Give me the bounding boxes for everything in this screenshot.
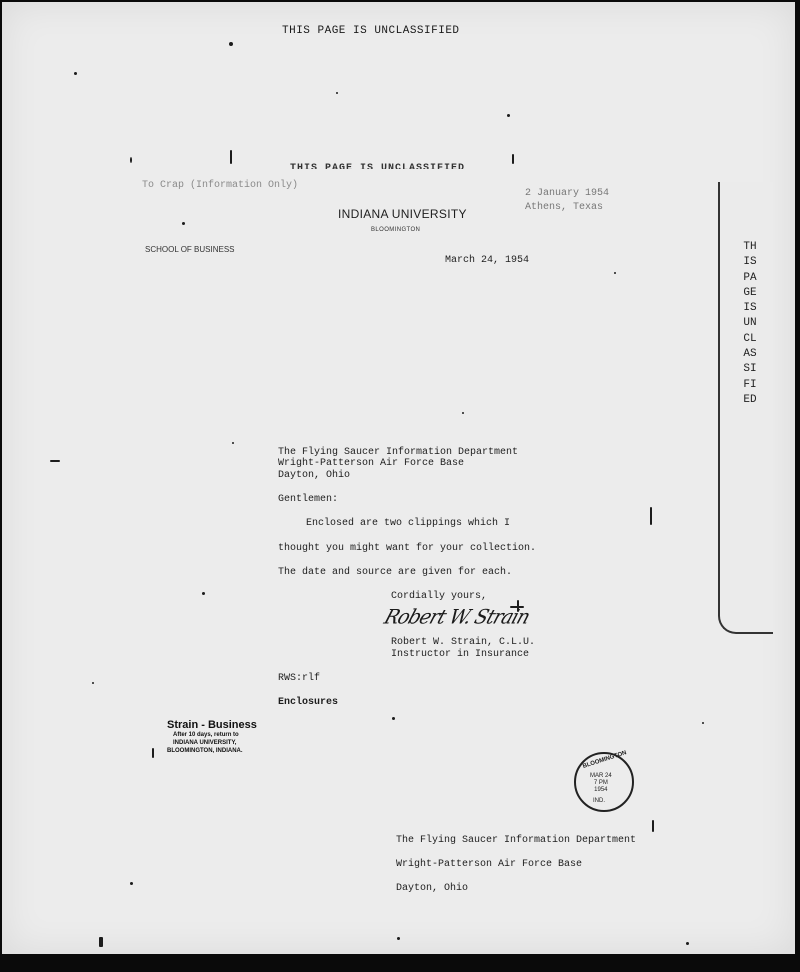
scan-speck — [74, 72, 77, 75]
letterhead-university: INDIANA UNIVERSITY — [338, 207, 467, 221]
closing: Cordially yours, — [391, 591, 488, 602]
return-address-stamp — [167, 719, 257, 755]
postmark-year-line: 1954 — [594, 787, 608, 793]
scan-speck — [392, 717, 395, 720]
postmark-city: BLOOMINGTON — [582, 750, 628, 770]
scan-bottom-border — [0, 954, 800, 972]
envelope-address-line-1: The Flying Saucer Information Department — [396, 835, 637, 846]
file-note-place: Athens, Texas — [525, 202, 604, 213]
side-classification-banner: THIS PAGE IS UNCLASSIFIED — [743, 241, 757, 406]
scan-speck — [652, 820, 654, 832]
signer-title: Instructor in Insurance — [391, 649, 530, 660]
postmark-stamp — [574, 752, 634, 812]
body-line-2: thought you might want for your collection. — [278, 543, 537, 554]
scan-speck — [202, 592, 205, 595]
scan-speck — [50, 460, 60, 462]
scan-speck — [99, 937, 103, 947]
postmark-time-line: 7 PM — [593, 780, 608, 786]
body-line-3: The date and source are given for each. — [278, 567, 513, 578]
salutation: Gentlemen: — [278, 494, 339, 505]
postmark-date — [590, 773, 612, 794]
enclosures-note: Enclosures — [278, 697, 339, 708]
handwritten-signature: Robert W. Strain — [381, 605, 533, 629]
scan-speck — [650, 507, 652, 525]
scan-speck — [152, 748, 154, 758]
copy-note: To Crap (Information Only) — [142, 180, 299, 191]
file-note-date: 2 January 1954 — [525, 188, 610, 199]
body-line-1: Enclosed are two clippings which I — [306, 518, 511, 529]
scan-speck — [229, 42, 233, 46]
recipient-line-3: Dayton, Ohio — [278, 470, 351, 481]
cut-classification-banner: THIS PAGE IS UNCLASSIFIED — [290, 163, 466, 169]
classification-banner: THIS PAGE IS UNCLASSIFIED — [282, 25, 460, 37]
letterhead-school: SCHOOL OF BUSINESS — [145, 245, 235, 254]
scan-speck — [702, 722, 704, 724]
scan-speck — [182, 222, 185, 225]
scan-speck — [130, 882, 133, 885]
scan-speck — [462, 412, 464, 414]
letter-date: March 24, 1954 — [445, 255, 530, 266]
scan-speck — [130, 157, 132, 163]
return-address-line-3: INDIANA UNIVERSITY, — [173, 740, 237, 746]
recipient-line-2: Wright-Patterson Air Force Base — [278, 458, 465, 469]
scan-speck — [230, 150, 232, 164]
scan-speck — [614, 272, 616, 274]
return-address-line-4: BLOOMINGTON, INDIANA. — [167, 748, 243, 754]
postmark-date-line: MAR 24 — [590, 773, 612, 779]
postmark-state: IND. — [593, 798, 605, 804]
signer-name: Robert W. Strain, C.L.U. — [391, 637, 536, 648]
envelope-address-line-3: Dayton, Ohio — [396, 883, 469, 894]
reference-initials: RWS:rlf — [278, 673, 321, 684]
recipient-line-1: The Flying Saucer Information Department — [278, 447, 519, 458]
letterhead-city: BLOOMINGTON — [371, 227, 421, 233]
scan-speck — [92, 682, 94, 684]
return-address-line-1: Strain - Business — [167, 719, 257, 731]
scan-speck — [336, 92, 338, 94]
return-address-line-2: After 10 days, return to — [173, 732, 239, 738]
scan-speck — [397, 937, 400, 940]
scan-speck — [232, 442, 234, 444]
document-page — [2, 2, 795, 954]
scan-speck — [507, 114, 510, 117]
scan-speck — [512, 154, 514, 164]
envelope-address-line-2: Wright-Patterson Air Force Base — [396, 859, 583, 870]
scan-speck — [686, 942, 689, 945]
